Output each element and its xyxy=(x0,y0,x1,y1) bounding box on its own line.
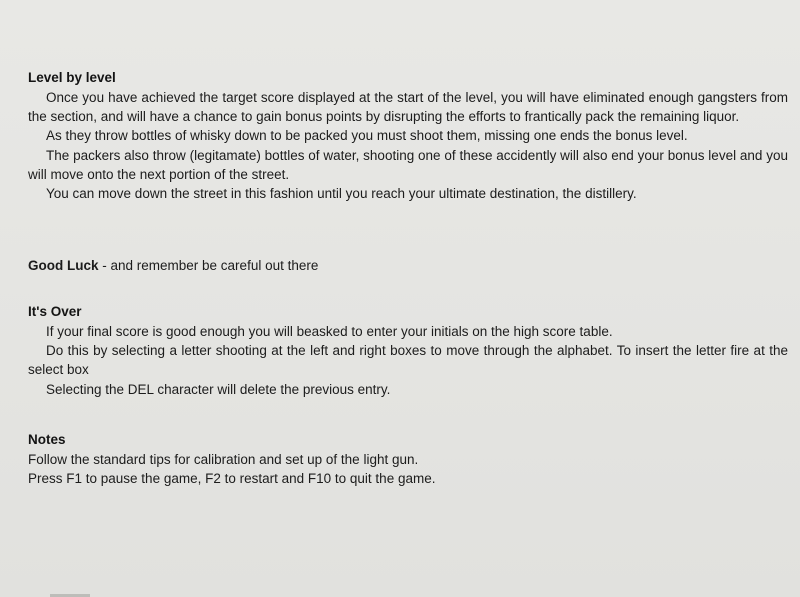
good-luck-text: - and remember be careful out there xyxy=(98,258,319,273)
notes-heading: Notes xyxy=(28,432,66,447)
level-by-level-paragraph: You can move down the street in this fashion until you reach your ultimate destination, the distillery. xyxy=(46,186,637,202)
good-luck-section xyxy=(28,256,788,275)
notes-line: Press F1 to pause the game, F2 to restart and F10 to quit the game. xyxy=(28,471,436,487)
notes-line: Follow the standard tips for calibration and set up of the light gun. xyxy=(28,452,419,467)
level-by-level-paragraph: Once you have achieved the target score displayed at the start of the level, you will have eliminated enough gangsters from the section, and will have a chance to gain bonus points by disrupting the efforts to frantically pack the remaining liquor. xyxy=(28,90,788,125)
good-luck-line xyxy=(28,256,788,275)
level-by-level-paragraph: As they throw bottles of whisky down to be packed you must shoot them, missing one ends the bonus level. xyxy=(46,128,688,144)
notes-section xyxy=(28,430,788,488)
its-over-paragraph: Do this by selecting a letter shooting at the left and right boxes to move through the alphabet. To insert the letter fire at the select box xyxy=(28,343,788,378)
its-over-paragraph: Selecting the DEL character will delete the previous entry. xyxy=(46,381,391,397)
its-over-heading: It's Over xyxy=(28,304,82,319)
level-by-level-heading: Level by level xyxy=(28,70,116,85)
level-by-level-paragraph: The packers also throw (legitamate) bottles of water, shooting one of these accidently will also end your bonus level and you will move onto the next portion of the street. xyxy=(28,147,788,182)
its-over-section xyxy=(28,302,788,399)
level-by-level-section xyxy=(28,68,788,203)
good-luck-heading: Good Luck xyxy=(28,258,99,273)
its-over-paragraph: If your final score is good enough you will beasked to enter your initials on the high score table. xyxy=(46,324,613,339)
